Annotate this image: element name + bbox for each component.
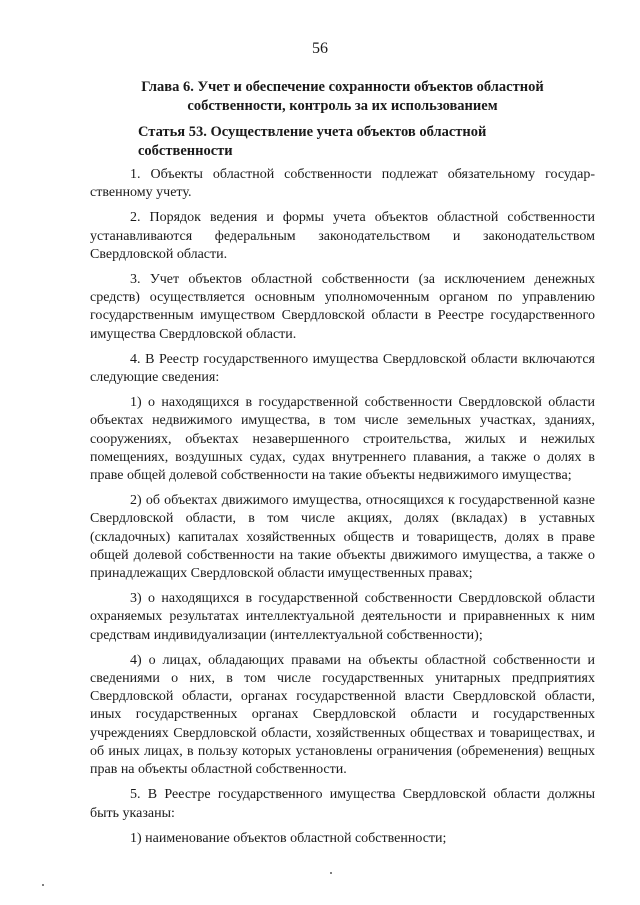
chapter-title-line-1: Глава 6. Учет и обеспечение сохранности объектов областной	[141, 79, 544, 95]
article-title	[90, 123, 595, 161]
paragraph-4-item-4: 4) о лицах, обладающих правами на объекты областной собственности и сведениями о них, в том числе государственных унитарных предприятиях Свердловской области, органах государственной власти Свердловской области, иных государственных органах Свердловской области и государственных учреждениях Свердловской области, хозяйственных обществах и товариществах, и об иных лицах, в пользу которых установлены ограничения (обременения) вещных прав на объекты областной собственности.	[90, 652, 595, 778]
paragraph-3: 3. Учет объектов областной собственности (за исключением денежных средств) осуществляется основным уполномоченным органом по управлению государственным имуществом Свердловской области в Реестре государственного имущества Свердловской области.	[90, 272, 595, 342]
document-body	[90, 78, 595, 855]
paragraph-4-item-3: 3) о находящихся в государственной собственности Свердловской области охраняемых результатах интеллектуальной деятельности и приравненных к ним средствам индивидуализации (интеллектуальной собственности);	[90, 591, 595, 643]
chapter-title-line-2: собственности, контроль за их использованием	[187, 98, 498, 114]
paragraph-5: 5. В Реестре государственного имущества Свердловской области должны быть указаны:	[90, 787, 595, 821]
paragraph-4: 4. В Реестр государственного имущества Свердловской области включаются следующие сведения:	[90, 351, 595, 386]
paragraph-4-item-1: 1) о находящихся в государственной собственности Свердловской области объектах недвижимого имущества, в том числе земельных участках, зданиях, сооружениях, объектах незавершенного строительства, жилых и нежилых помещениях, воздушных судах, судах внутреннего плавания, а также о долях в праве общей долевой собственности на такие объекты недвижимого имущества;	[90, 395, 595, 484]
article-title-line-1: Статья 53. Осуществление учета объектов областной	[138, 124, 487, 140]
scan-speck	[42, 884, 44, 886]
paragraph-1: 1. Объекты областной собственности подлежат обязательному государственному учету.	[90, 167, 595, 201]
paragraph-5-item-1: 1) наименование объектов областной собственности;	[130, 830, 447, 846]
paragraph-2: 2. Порядок ведения и формы учета объектов областной собственности устанавливаются федеральным законодательством и законодательством Свердловской области.	[90, 210, 595, 262]
chapter-title	[90, 78, 595, 116]
scan-speck	[330, 872, 332, 874]
article-title-line-2: собственности	[138, 143, 233, 159]
paragraph-4-item-2: 2) об объектах движимого имущества, относящихся к государственной казне Свердловской области, в том числе акциях, долях (вкладах) в уставных (складочных) капиталах хозяйственных обществ и товариществ, долях в праве общей долевой собственности на такие объекты движимого имущества, а также о принадлежащих Свердловской области имущественных правах;	[90, 493, 595, 582]
page-number: 56	[312, 40, 328, 57]
